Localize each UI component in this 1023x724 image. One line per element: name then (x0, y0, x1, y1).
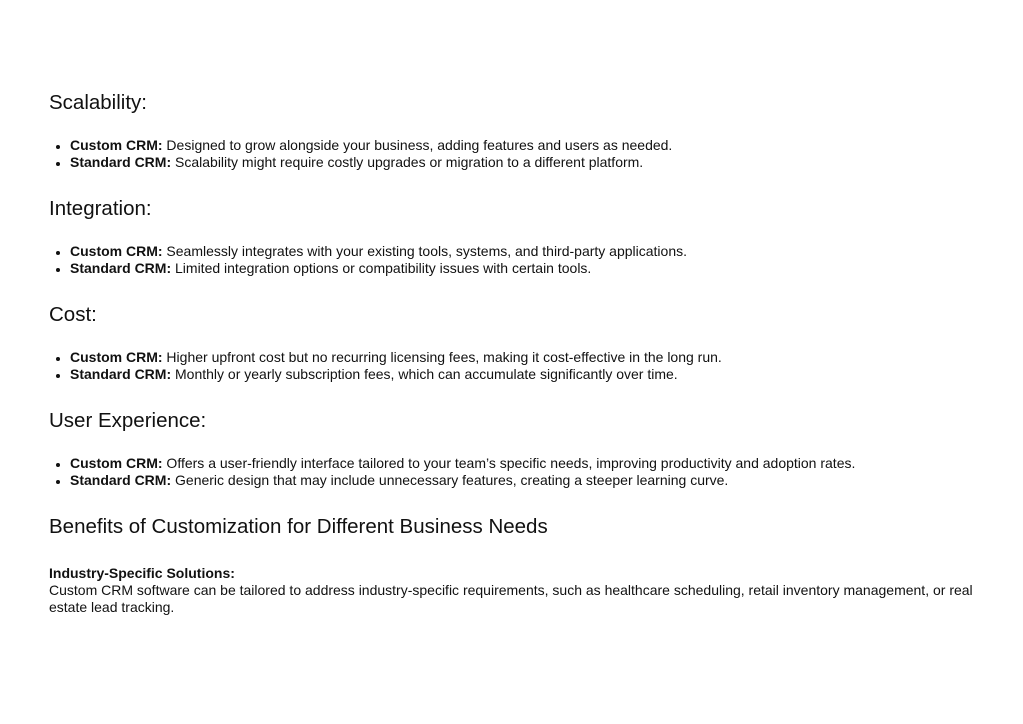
list-item (70, 137, 979, 154)
section-heading: Integration: (49, 197, 152, 220)
list-item (70, 455, 979, 472)
section-benefits (49, 510, 979, 616)
item-label: Standard CRM: (70, 472, 172, 488)
item-text: Scalability might require costly upgrades or migration to a different platform. (171, 154, 644, 170)
list-item (70, 349, 979, 366)
benefits-paragraph (49, 565, 979, 616)
section-user-experience (49, 404, 979, 489)
item-label: Standard CRM: (70, 366, 172, 382)
item-label: Custom CRM: (70, 455, 163, 471)
section-cost (49, 298, 979, 383)
item-label: Custom CRM: (70, 243, 163, 259)
item-label: Standard CRM: (70, 154, 172, 170)
item-text: Offers a user-friendly interface tailored to your team’s specific needs, improving productivity and adoption rates. (162, 455, 856, 471)
item-label: Custom CRM: (70, 137, 163, 153)
section-heading: Cost: (49, 303, 97, 326)
item-text: Generic design that may include unnecessary features, creating a steeper learning curve. (171, 472, 729, 488)
item-text: Monthly or yearly subscription fees, which can accumulate significantly over time. (171, 366, 678, 382)
comparison-list (49, 243, 979, 277)
benefits-heading: Benefits of Customization for Different Business Needs (49, 515, 548, 538)
section-integration (49, 192, 979, 277)
item-label: Standard CRM: (70, 260, 172, 276)
benefits-body: Custom CRM software can be tailored to address industry-specific requirements, such as healthcare scheduling, retail inventory management, or real estate lead tracking. (49, 582, 973, 615)
item-text: Designed to grow alongside your business, adding features and users as needed. (162, 137, 673, 153)
list-item (70, 472, 979, 489)
item-label: Custom CRM: (70, 349, 163, 365)
item-text: Limited integration options or compatibility issues with certain tools. (171, 260, 592, 276)
section-scalability (49, 86, 979, 171)
list-item (70, 243, 979, 260)
section-heading: User Experience: (49, 409, 207, 432)
benefits-subheading: Industry-Specific Solutions: (49, 565, 235, 581)
item-text: Seamlessly integrates with your existing tools, systems, and third-party applications. (162, 243, 687, 259)
item-text: Higher upfront cost but no recurring licensing fees, making it cost-effective in the long run. (162, 349, 722, 365)
list-item (70, 366, 979, 383)
comparison-list (49, 349, 979, 383)
section-heading: Scalability: (49, 91, 147, 114)
document-page (49, 86, 979, 616)
comparison-list (49, 455, 979, 489)
list-item (70, 260, 979, 277)
list-item (70, 154, 979, 171)
comparison-list (49, 137, 979, 171)
